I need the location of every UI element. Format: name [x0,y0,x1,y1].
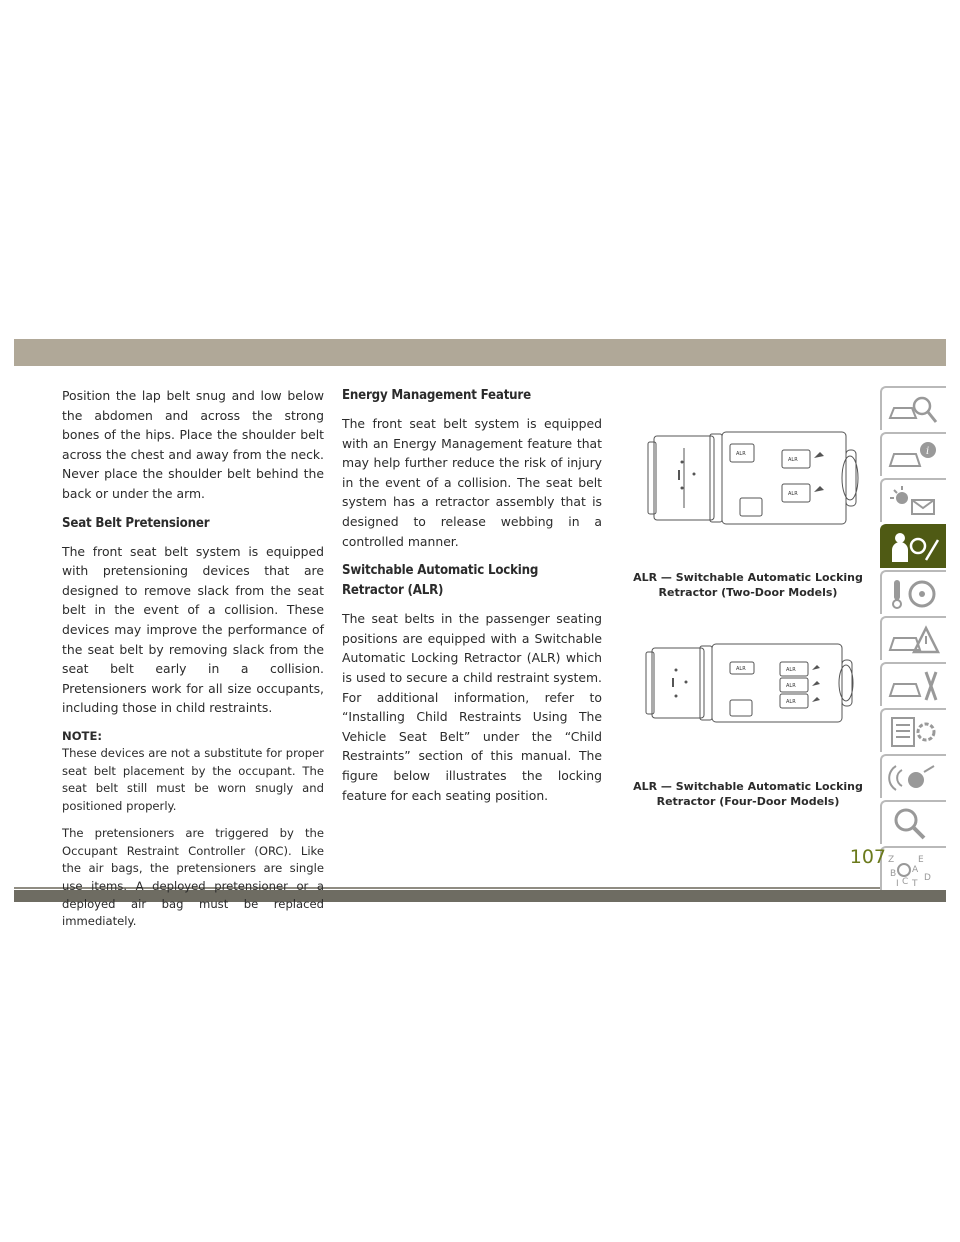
note-label: NOTE: [62,728,103,743]
energy-heading: Energy Management Feature [342,388,531,403]
caption-four-door [628,779,868,809]
svg-text:T: T [912,879,918,888]
tab-technical-specifications[interactable] [880,708,946,752]
svg-text:A: A [912,865,919,875]
index-letters-icon [886,852,942,888]
alr-label-rear-left: ALR [788,457,798,463]
tab-safety[interactable] [880,524,946,568]
four-door-vehicle-outline [644,640,866,726]
key-steering-wheel-icon [886,576,942,612]
alr-label-rear-2: ALR [786,683,796,689]
svg-text:C: C [902,877,909,887]
svg-text:D: D [924,873,931,883]
warning-light-message-icon [886,484,942,520]
alr-heading: Switchable Automatic Locking Retractor (ALR) [342,563,539,599]
alr-label-rear-3: ALR [786,699,796,705]
tab-index[interactable] [880,846,946,890]
svg-text:I: I [896,879,899,888]
svg-text:Z: Z [888,855,895,865]
text-column-middle [342,386,602,815]
car-magnifier-icon [886,392,942,428]
page-number: 107 [849,846,886,868]
multimedia-icon [886,760,942,796]
alr-label-front-4d: ALR [736,666,746,672]
intro-paragraph: Position the lap belt snug and low below the abdomen and across the strong bones of the hips. Place the shoulder belt across the chest and away from the neck. Never place the shoulder belt behind the back or under the arm. [62,388,324,501]
seatbelt-airbag-icon [886,530,942,566]
alr-label-rear-1: ALR [786,667,796,673]
energy-paragraph: The front seat belt system is equipped with an Energy Management feature that may help further reduce the risk of injury in the event of a collision. The seat belt system has a retractor assembly that is designed to release webbing in a controlled manner. [342,416,602,549]
svg-text:i: i [926,446,930,457]
tab-getting-to-know-panel[interactable] [880,432,946,476]
alr-label-rear-right: ALR [788,491,798,497]
tab-customer-assistance[interactable] [880,800,946,844]
caption-four-door-line2: Retractor (Four-Door Models) [656,795,840,808]
search-icon [886,806,942,842]
tab-servicing-maintenance[interactable] [880,662,946,706]
tab-multimedia[interactable] [880,754,946,798]
caption-two-door-line1: ALR — Switchable Automatic Locking [633,571,863,584]
caption-four-door-line1: ALR — Switchable Automatic Locking [633,780,863,793]
car-info-icon [886,438,942,474]
pretensioner-paragraph: The front seat belt system is equipped with pretensioning devices that are designed to remove slack from the seat belt in the event of a collision. These devices may improve the performance of the seat belt by removing slack from the seat belt early in a collision. Pretensioners work for all size occupants, including those in child restraints. [62,543,324,716]
tab-in-case-of-emergency[interactable] [880,616,946,660]
header-band [14,339,946,366]
tab-starting-operating[interactable] [880,570,946,614]
two-door-vehicle-outline [644,428,866,528]
caption-two-door [628,570,868,600]
svg-text:E: E [918,855,924,865]
alr-paragraph: The seat belts in the passenger seating positions are equipped with a Switchable Automatic Locking Retractor (ALR) which is used to secure a child restraint system. For additional information, refer to “Installing Child Restraints Using The Vehicle Seat Belt” under the “Child Restraints” section of this manual. The figure below illustrates the locking feature for each seating position. [342,611,602,803]
checklist-gear-icon [886,714,942,750]
alr-label-front: ALR [736,451,746,457]
four-door-alr-diagram [644,640,866,726]
car-wrench-icon [886,668,942,704]
text-column-left [62,386,324,941]
two-door-alr-diagram [644,428,866,528]
car-warning-triangle-icon [886,622,942,658]
tab-warning-lights[interactable] [880,478,946,522]
triggered-paragraph: The pretensioners are triggered by the Occupant Restraint Controller (ORC). Like the air bags, the pretensioners are single use items. A deployed pretensioner or a deployed air bag must be replaced immediately. [62,826,324,929]
note-paragraph: These devices are not a substitute for proper seat belt placement by the occupant. The seat belt still must be worn snugly and positioned properly. [62,745,324,813]
pretensioner-heading: Seat Belt Pretensioner [62,515,210,531]
caption-two-door-line2: Retractor (Two-Door Models) [658,586,838,599]
tab-getting-to-know-vehicle[interactable] [880,386,946,430]
svg-text:B: B [890,869,897,879]
